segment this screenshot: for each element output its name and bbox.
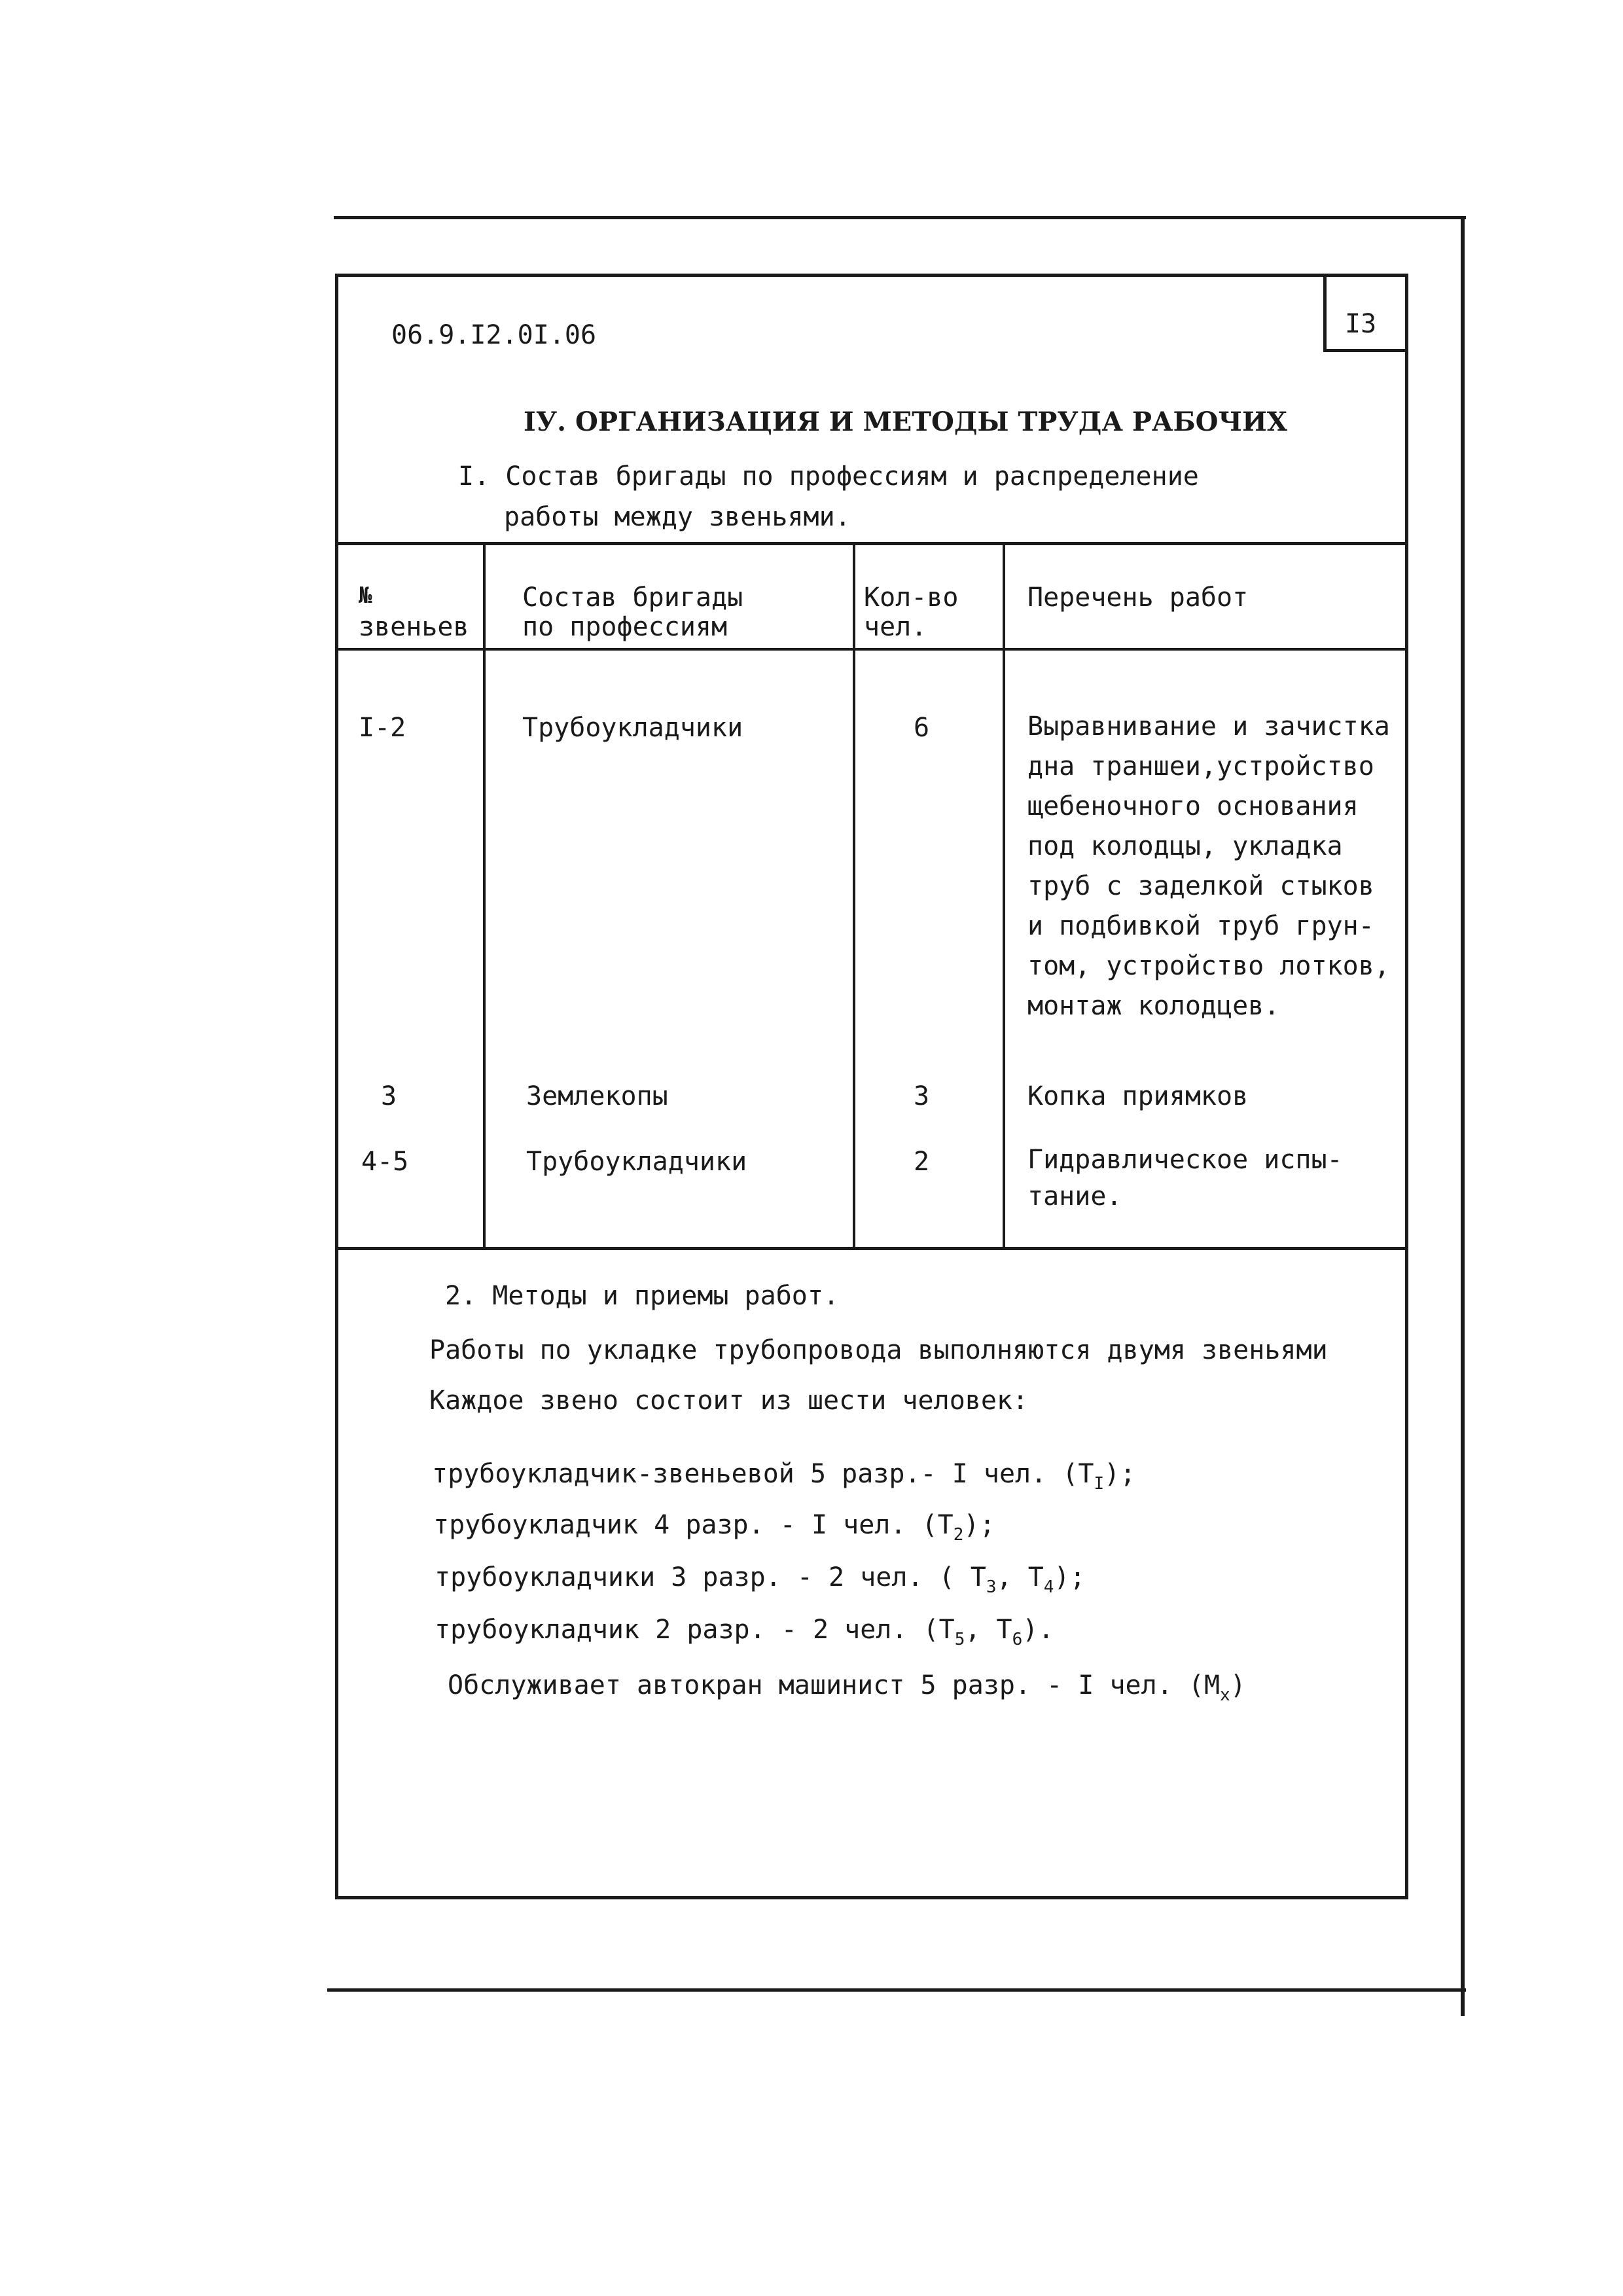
header-count-line2: чел.: [864, 612, 927, 642]
table-top-line: [335, 542, 1408, 545]
table-header-line: [335, 648, 1408, 651]
table-row-3-works-line: тание.: [1027, 1181, 1122, 1211]
crew-line-4-sub2: 6: [1012, 1630, 1023, 1649]
table-row-1-works-line: под колодцы, укладка: [1027, 831, 1343, 861]
table-col-divider-1: [483, 542, 486, 1249]
bottom-rule: [327, 1988, 1466, 1992]
crew-line-3-tail: );: [1054, 1562, 1086, 1592]
table-row-1-works-line: том, устройство лотков,: [1027, 951, 1390, 981]
table-row-1-works-line: дна траншеи,устройство: [1027, 751, 1374, 781]
header-works: Перечень работ: [1027, 583, 1249, 613]
table-row-3-links: 4-5: [361, 1147, 409, 1177]
table-row-1-works-line: монтаж колодцев.: [1027, 991, 1280, 1021]
crew-line-2-sub: 2: [953, 1525, 964, 1545]
crew-line-4-text: трубоукладчик 2 разр. - 2 чел. (T: [435, 1615, 955, 1645]
crew-line-2-tail: );: [963, 1510, 995, 1540]
crew-line-3-mid: , T: [996, 1562, 1044, 1592]
table-row-2-count: 3: [914, 1081, 930, 1111]
page-number: I3: [1345, 309, 1377, 339]
crew-line-4: [435, 1617, 1054, 1648]
crew-line-3-sub: 3: [986, 1577, 997, 1597]
crew-line-3: [435, 1564, 1086, 1596]
header-composition-line2: по профессиям: [522, 612, 728, 642]
table-row-1-works-line: щебеночного основания: [1027, 791, 1359, 821]
crew-line-4-mid: , T: [965, 1615, 1012, 1645]
table-row-3-count: 2: [914, 1147, 930, 1177]
table-row-2-links: 3: [381, 1081, 397, 1111]
header-composition-line1: Состав бригады: [522, 583, 743, 613]
operator-line-sub: х: [1220, 1685, 1230, 1705]
crew-line-1-sub: I: [1094, 1474, 1105, 1494]
crew-line-1-tail: );: [1104, 1459, 1136, 1489]
crew-line-3-text: трубоукладчики 3 разр. - 2 чел. ( T: [435, 1562, 986, 1592]
table-row-1-profession: Трубоукладчики: [522, 713, 743, 743]
table-row-1-links: I-2: [359, 713, 406, 743]
crew-line-1: [432, 1461, 1135, 1492]
crew-line-2: [433, 1512, 995, 1543]
header-count-line1: Кол-во: [864, 583, 959, 613]
table-row-2-profession: Землекопы: [526, 1081, 668, 1111]
right-rule: [1461, 216, 1465, 2016]
table-row-1-works: [1027, 707, 1390, 1026]
section-title: IУ. ОРГАНИЗАЦИЯ И МЕТОДЫ ТРУДА РАБОЧИХ: [524, 406, 1287, 437]
crew-line-3-sub2: 4: [1043, 1577, 1054, 1597]
methods-paragraph-line2: Каждое звено состоит из шести человек:: [429, 1386, 1029, 1416]
table-bottom-line: [335, 1247, 1408, 1250]
table-col-divider-3: [1003, 542, 1005, 1249]
table-row-3-works: [1027, 1141, 1343, 1215]
table-row-1-count: 6: [914, 713, 930, 743]
table-col-divider-2: [853, 542, 855, 1249]
table-row-1-works-line: труб с заделкой стыков: [1027, 871, 1374, 901]
table-row-1-works-line: и подбивкой труб грун-: [1027, 911, 1374, 941]
top-rule: [334, 216, 1466, 219]
crew-line-4-tail: ).: [1022, 1615, 1054, 1645]
operator-line-tail: ): [1230, 1670, 1246, 1700]
subsection-title-line2: работы между звеньями.: [504, 502, 851, 532]
table-row-3-works-line: Гидравлическое испы-: [1027, 1145, 1343, 1175]
methods-title: 2. Методы и приемы работ.: [445, 1281, 840, 1311]
document-code: 06.9.I2.0I.06: [391, 320, 597, 350]
crew-line-4-sub: 5: [954, 1630, 965, 1649]
header-links: звеньев: [359, 612, 469, 642]
crew-line-1-text: трубоукладчик-звеньевой 5 разр.- I чел. (T: [432, 1459, 1094, 1489]
table-row-2-works: Копка приямков: [1027, 1081, 1249, 1111]
methods-paragraph-line1: Работы по укладке трубопровода выполняются двумя звеньями: [429, 1335, 1328, 1365]
crew-line-2-text: трубоукладчик 4 разр. - I чел. (T: [433, 1510, 954, 1540]
subsection-title-line1: I. Состав бригады по профессиям и распределение: [458, 461, 1199, 492]
table-row-1-works-line: Выравнивание и зачистка: [1027, 711, 1390, 742]
operator-line: [448, 1672, 1246, 1704]
operator-line-text: Обслуживает автокран машинист 5 разр. - I чел. (М: [448, 1670, 1221, 1700]
table-row-3-profession: Трубоукладчики: [526, 1147, 747, 1177]
header-number-sign: №: [359, 583, 372, 609]
